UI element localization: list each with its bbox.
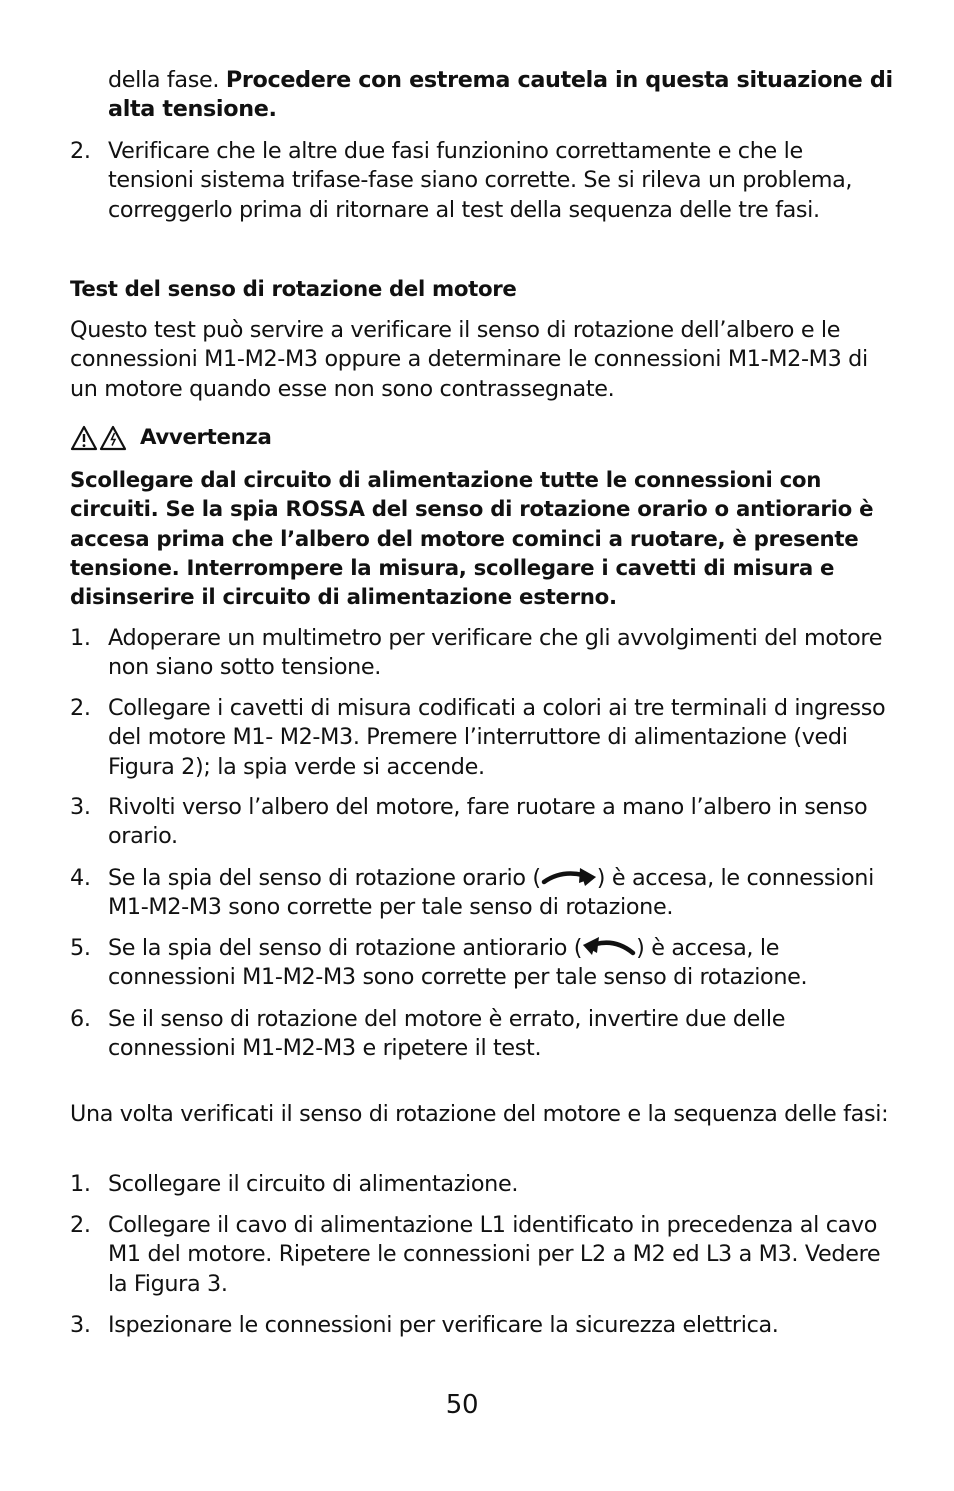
list-text: Ispezionare le connessioni per verificare la sicurezza elettrica. — [108, 1312, 779, 1338]
list-number: 2. — [70, 138, 91, 164]
list-item — [70, 1005, 890, 1064]
list-item — [70, 137, 890, 225]
list-text — [108, 934, 890, 993]
continuation-paragraph — [108, 66, 898, 125]
warning-title: Avvertenza — [140, 425, 272, 451]
list-number: 2. — [70, 1212, 91, 1238]
list-number: 3. — [70, 1312, 91, 1338]
counterclockwise-arrow-icon — [582, 937, 636, 957]
list-number: 1. — [70, 625, 91, 651]
list-number: 3. — [70, 794, 91, 820]
list-item — [70, 624, 890, 683]
warning-triangle-icon — [70, 423, 128, 453]
list-item — [70, 864, 890, 923]
section-title: Test del senso di rotazione del motore — [70, 277, 517, 302]
continuation-bold-text: Procedere con estrema cautela in questa situazione di alta tensione. — [108, 67, 893, 123]
list-text: Rivolti verso l’albero del motore, fare ruotare a mano l’albero in senso orario. — [108, 794, 868, 850]
list-number: 1. — [70, 1171, 91, 1197]
list-item — [70, 694, 890, 782]
list-text: Scollegare il circuito di alimentazione. — [108, 1171, 519, 1197]
intro-paragraph: Questo test può servire a verificare il senso di rotazione dell’albero e le connessioni M1-M2-M3 oppure a determinare le connessioni M1-M2-M3 di un motore quando esse non sono contrassegnate. — [70, 317, 868, 402]
list-text-before: Se la spia del senso di rotazione orario ( — [108, 865, 541, 891]
list-item — [70, 1311, 890, 1340]
page-number: 50 — [445, 1390, 479, 1420]
list-text: Verificare che le altre due fasi funzionino correttamente e che le tensioni sistema trifase-fase siano corrette. Se si rileva un problema, correggerlo prima di ritornare al test della sequenza delle tre fasi. — [108, 138, 853, 223]
list-item — [70, 1170, 890, 1199]
list-text: Collegare i cavetti di misura codificati a colori ai tre terminali d ingresso del motore M1- M2-M3. Premere l’interruttore di alimentazione (vedi Figura 2); la spia verde si accende. — [108, 695, 886, 780]
list-item — [70, 1211, 890, 1299]
list-item — [70, 934, 890, 993]
list-text-before: Se la spia del senso di rotazione antiorario ( — [108, 935, 583, 961]
list-text: Se il senso di rotazione del motore è errato, invertire due delle connessioni M1-M2-M3 e ripetere il test. — [108, 1006, 786, 1062]
list-text: Collegare il cavo di alimentazione L1 identificato in precedenza al cavo M1 del motore. Ripetere le connessioni per L2 a M2 ed L3 a M3. Vedere la Figura 3. — [108, 1212, 881, 1297]
list-number: 4. — [70, 865, 91, 891]
list-text-after: ) è accesa, le connessioni M1-M2-M3 sono corrette per tale senso di rotazione. — [108, 865, 874, 921]
list-text — [108, 864, 890, 923]
list-text: Adoperare un multimetro per verificare che gli avvolgimenti del motore non siano sotto tensione. — [108, 625, 883, 681]
clockwise-arrow-icon — [541, 867, 597, 887]
list-number: 2. — [70, 695, 91, 721]
list-text-after: ) è accesa, le connessioni M1-M2-M3 sono corrette per tale senso di rotazione. — [108, 935, 808, 991]
list-number: 5. — [70, 935, 91, 961]
continuation-plain-text: della fase. — [108, 67, 226, 93]
list-item — [70, 793, 890, 852]
warning-text: Scollegare dal circuito di alimentazione tutte le connessioni con circuiti. Se la spia ROSSA del senso di rotazione orario o antiorario è accesa prima che l’albero del motore cominci a ruotare, è presente tensione. Interrompere la misura, scollegare i cavetti di misura e disinserire il circuito di alimentazione esterno. — [70, 468, 874, 611]
after-paragraph: Una volta verificati il senso di rotazione del motore e la sequenza delle fasi: — [70, 1101, 889, 1127]
list-number: 6. — [70, 1006, 91, 1032]
warning-heading — [70, 423, 272, 453]
